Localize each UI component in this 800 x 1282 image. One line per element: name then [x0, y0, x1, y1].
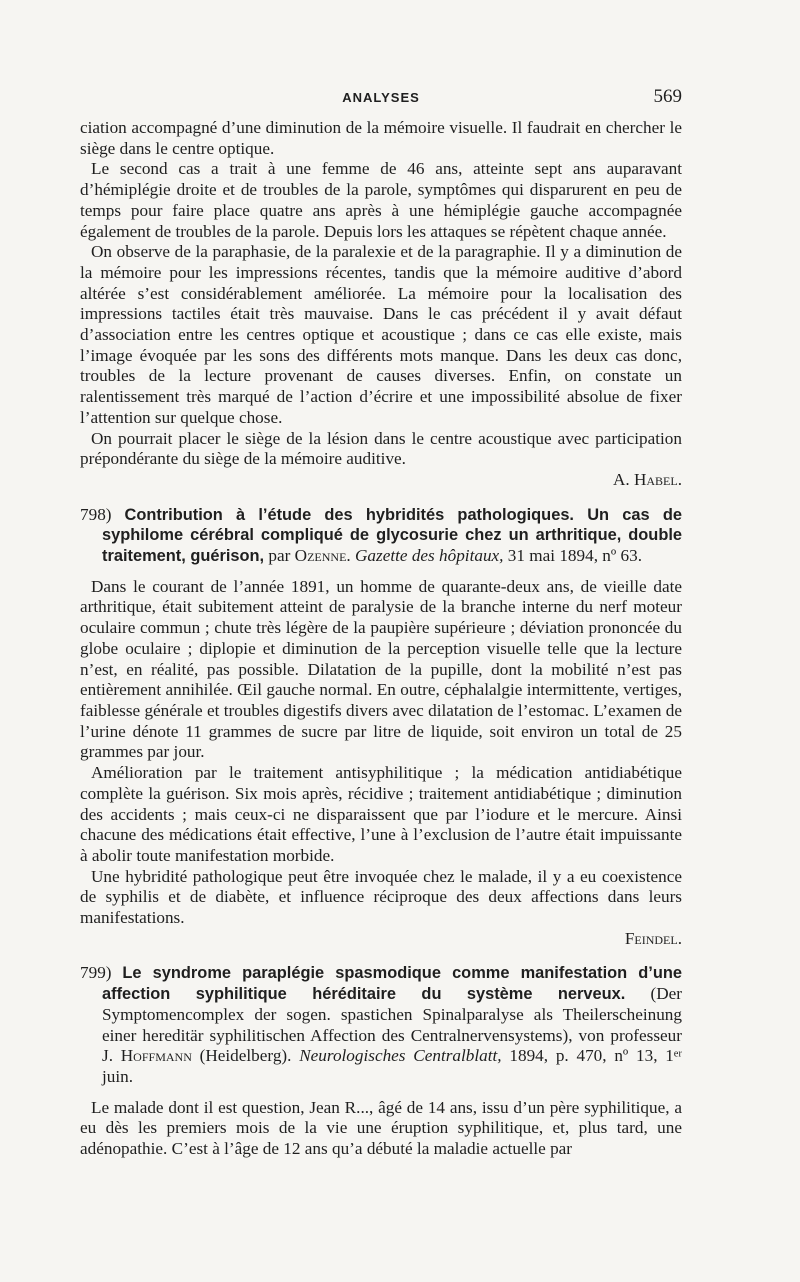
- page-header: [80, 86, 682, 110]
- signature-habel: A. Habel.: [612, 469, 682, 489]
- entry-798-paragraph-3: [80, 867, 682, 950]
- page-body: [80, 118, 682, 1160]
- paragraph-observations: On observe de la paraphasie, de la paralexie et de la paragraphie. Il y a diminution de la mémoire pour les impressions récentes, tandis que la mémoire auditive d’abord altérée s’est considérablement améliorée. La mémoire pour la localisation des impressions tactiles était très mauvaise. Dans le cas précédent il y avait défaut d’association entre les centres optique et acoustique ; dans ce cas elle existe, mais l’image évoquée par les sons des différents mots manque. Dans les deux cas donc, troubles de la lecture provenant de causes diverses. Enfin, on constate un ralentissement très marqué de l’action d’écrire et une impossibilité absolue de fixer l’attention sur quelque chose.: [80, 242, 682, 427]
- entry-798-number: 798): [80, 504, 112, 524]
- entry-799-title: Le syndrome paraplégie spasmodique comme manifestation d’une affection syphilitique héréditaire du système nerveux.: [102, 964, 683, 1004]
- entry-798-body: [80, 577, 682, 950]
- signature-feindel: Feindel.: [624, 928, 682, 948]
- entry-798-by: par: [268, 546, 291, 566]
- entry-798-heading: [80, 505, 682, 567]
- entry-799-place: (Heidelberg).: [199, 1046, 292, 1066]
- entry-798-journal: Gazette des hôpitaux,: [355, 546, 504, 566]
- entry-799-journal: Neurologisches Centralblatt,: [299, 1046, 502, 1066]
- entry-798-author: Ozenne.: [294, 546, 351, 566]
- entry-798-citation: 31 mai 1894, nº 63.: [507, 546, 642, 566]
- entry-798-paragraph-2: Amélioration par le traitement antisyphilitique ; la médication antidiabétique complète la guérison. Six mois après, récidive ; traitement antidiabétique ; diminution des accidents ; mais ceux-ci ne disparaissent que par l’iodure et le mercure. Ainsi chacune des médications était effective, l’une à l’exclusion de l’autre était impuissante à abolir toute manifestation morbide.: [80, 763, 682, 865]
- page-number: 569: [653, 86, 682, 107]
- entry-799-author: Hoffmann: [120, 1046, 192, 1066]
- entry-798-paragraph-3-text: Une hybridité pathologique peut être invoquée chez le malade, il y a eu coexistence de syphilis et de diabète, et influence réciproque des deux affections dans leurs manifestations.: [80, 866, 682, 928]
- entry-798-paragraph-1: Dans le courant de l’année 1891, un homme de quarante-deux ans, de vieille date arthritique, était subitement atteint de paralysie de la branche interne du nerf moteur oculaire commun ; chute très légère de la paupière supérieure ; déviation prononcée du globe oculaire ; diplopie et diminution de la perception visuelle telle que la lecture n’est, en réalité, pas possible. Dilatation de la pupille, dont la mobilité n’est pas entièrement annihilée. Œil gauche normal. En outre, céphalalgie intermittente, vertiges, faiblesse générale et troubles digestifs divers avec dilatation de l’estomac. L’examen de l’urine dénote 11 grammes de sucre par litre de liquide, soit environ un total de 25 grammes par jour.: [80, 576, 682, 762]
- entry-799-number: 799): [80, 963, 112, 983]
- conclusion-text: On pourrait placer le siège de la lésion dans le centre acoustique avec participation prépondérante du siège de la mémoire auditive.: [80, 428, 682, 469]
- entry-799-heading: [80, 963, 682, 1087]
- paragraph-continuation: ciation accompagné d’une diminution de la mémoire visuelle. Il faudrait en chercher le siège dans le centre optique.: [80, 118, 682, 158]
- entry-799-paragraph-1: Le malade dont il est question, Jean R..., âgé de 14 ans, issu d’un père syphilitique, a eu dès les premiers mois de la vie une éruption syphilitique, et, plus tard, une adénopathie. C’est à l’âge de 12 ans qu’a débuté la maladie actuelle par: [80, 1097, 682, 1159]
- entry-798-title: Contribution à l’étude des hybridités pathologiques. Un cas de syphilome cérébral compliqué de glycosurie chez un arthritique, double traitement, guérison,: [102, 505, 682, 566]
- entry-799-body: [80, 1098, 682, 1160]
- paragraph-second-case: Le second cas a trait à une femme de 46 ans, atteinte sept ans auparavant d’hémiplégie droite et de troubles de la parole, symptômes qui disparurent en peu de temps pour faire place quatre ans après à une hémiplégie gauche accompagnée également de troubles de la parole. Depuis lors les attaques se répètent chaque année.: [80, 159, 682, 241]
- running-title: ANALYSES: [342, 90, 420, 105]
- paragraph-conclusion: [80, 429, 682, 491]
- entry-799-german-title: (Der Symptomencomplex der sogen. spastichen Spinalparalyse als Theilerscheinung einer hereditär syphilitischen Affection des Centralnervensystems), von professeur J.: [102, 984, 682, 1066]
- entry-799-citation: 1894, p. 470, nº 13, 1ᵉʳ juin.: [102, 1046, 682, 1086]
